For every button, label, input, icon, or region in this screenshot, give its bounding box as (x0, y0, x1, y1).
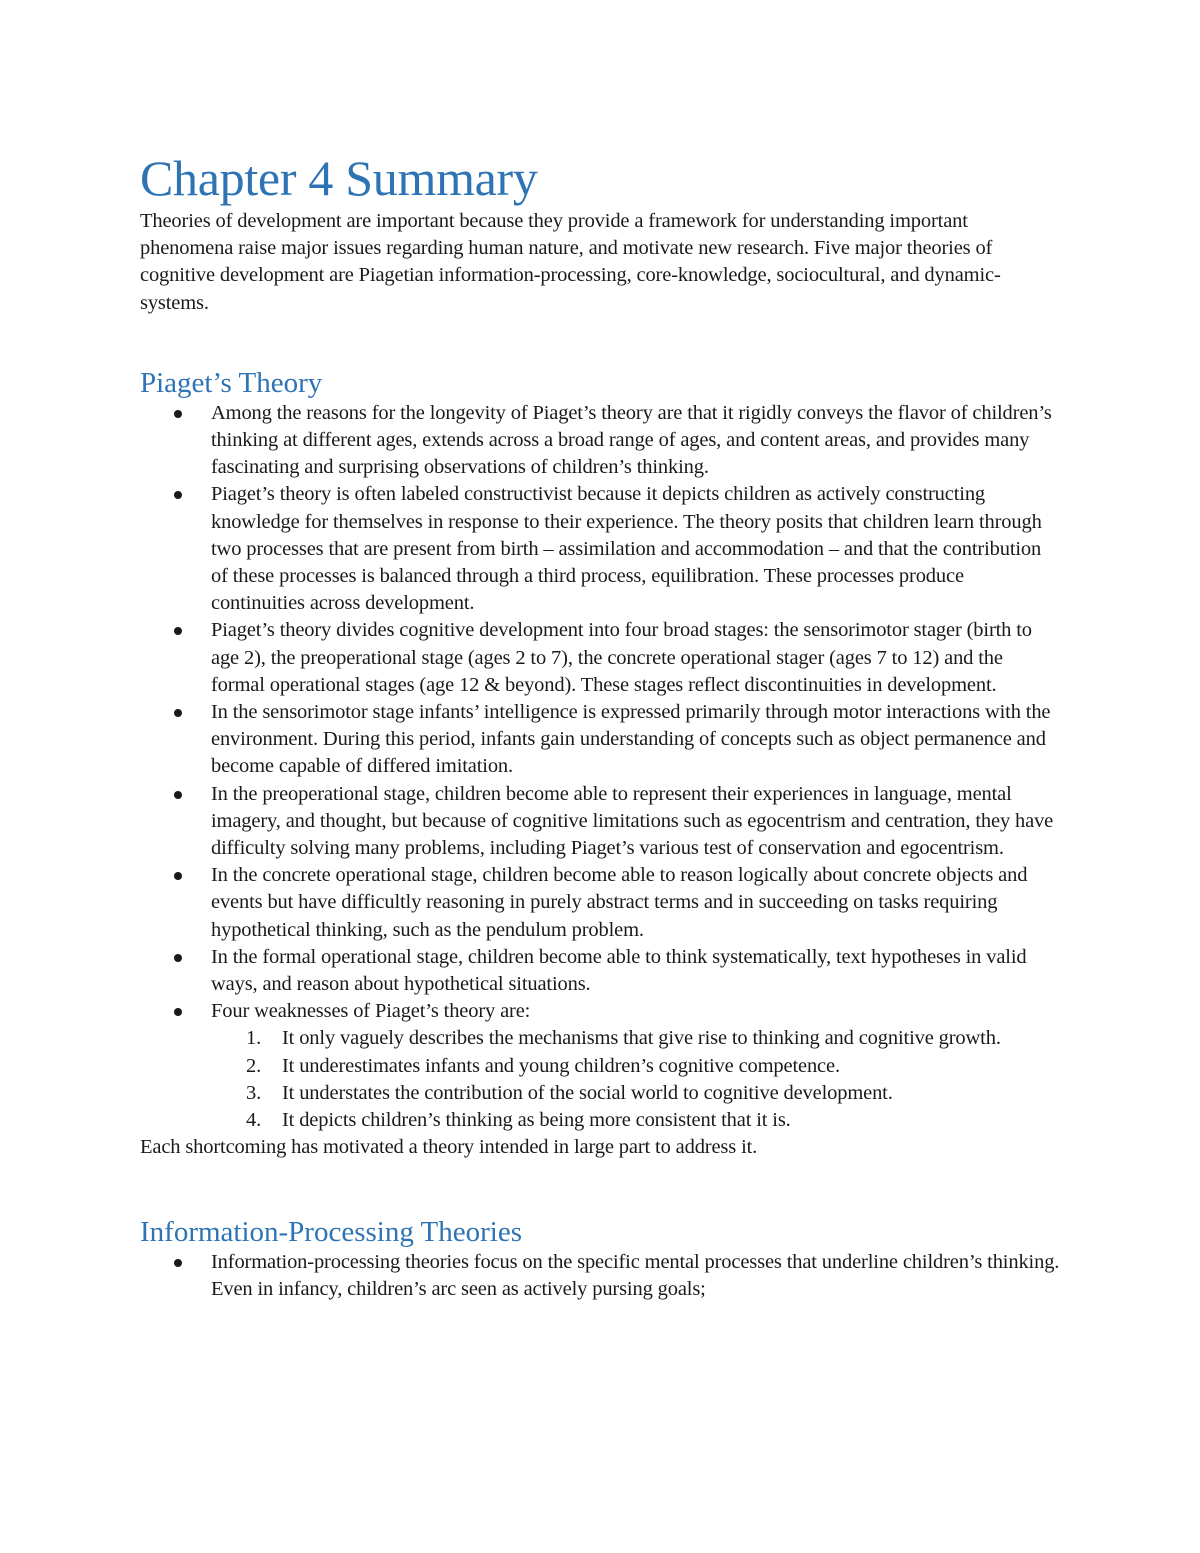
closing-paragraph: Each shortcoming has motivated a theory intended in large part to address it. (140, 1136, 758, 1159)
bullet-icon (174, 791, 182, 799)
bullet-icon (174, 954, 182, 962)
list-item (140, 781, 1060, 863)
item-number: 3. (246, 1081, 262, 1104)
list-item (140, 998, 1060, 1134)
numbered-item (211, 1080, 1060, 1107)
bullet-icon (174, 1008, 182, 1016)
document-page (140, 148, 1060, 1303)
list-item-text: Piaget’s theory is often labeled constructivist because it depicts children as actively constructing knowledge for themselves in response to their experience. The theory posits that children learn through two processes that are present from birth – assimilation and accommodation – and that the contribution of these processes is balanced through a third process, equilibration. These processes produce continuities across development. (211, 483, 1042, 615)
numbered-item-text: It only vaguely describes the mechanisms that give rise to thinking and cognitive growth. (282, 1027, 1001, 1050)
list-item-text: In the preoperational stage, children become able to represent their experiences in language, mental imagery, and thought, but because of cognitive limitations such as egocentrism and centration, they have difficulty solving many problems, including Piaget’s various test of conservation and egocentrism. (211, 782, 1054, 860)
bullet-icon (174, 1259, 182, 1267)
list-item-text: In the concrete operational stage, children become able to reason logically about concrete objects and events but have difficultly reasoning in purely abstract terms and in succeeding on tasks requiring hypothetical thinking, such as the pendulum problem. (211, 864, 1028, 941)
list-item (140, 617, 1060, 699)
numbered-item-text: It depicts children’s thinking as being more consistent that it is. (282, 1109, 791, 1132)
item-number: 2. (246, 1054, 262, 1077)
numbered-item (211, 1107, 1060, 1134)
list-item (140, 481, 1060, 617)
list-item-text: Among the reasons for the longevity of Piaget’s theory are that it rigidly conveys the flavor of children’s thinking at different ages, extends across a broad range of ages, and content areas, and provides many fascinating and surprising observations of children’s thinking. (211, 401, 1052, 479)
bullet-icon (174, 709, 182, 717)
list-item (140, 862, 1060, 944)
bullet-icon (174, 491, 182, 499)
weaknesses-numbered-list (211, 1025, 1060, 1134)
numbered-item-text: It underestimates infants and young children’s cognitive competence. (282, 1054, 840, 1077)
numbered-item (211, 1053, 1060, 1080)
bullet-icon (174, 627, 182, 635)
intro-paragraph: Theories of development are important because they provide a framework for understanding important phenomena raise major issues regarding human nature, and motivate new research. Five major theories of cognitive development are Piagetian information-processing, core-knowledge, sociocultural, and dynamic-systems. (140, 210, 1001, 314)
list-item-text: In the sensorimotor stage infants’ intelligence is expressed primarily through motor interactions with the environment. During this period, infants gain understanding of concepts such as object permanence and become capable of differed imitation. (211, 701, 1051, 778)
list-item-text: In the formal operational stage, children become able to think systematically, text hypotheses in valid ways, and reason about hypothetical situations. (211, 945, 1027, 996)
bullet-icon (174, 872, 182, 880)
list-item-text: Four weaknesses of Piaget’s theory are: (211, 1000, 531, 1023)
list-item (140, 1249, 1060, 1303)
list-item-text: Piaget’s theory divides cognitive development into four broad stages: the sensorimotor stager (birth to age 2), the preoperational stage (ages 2 to 7), the concrete operational stager (ages 7 to 12) and the formal operational stages (age 12 & beyond). These stages reflect discontinuities in development. (211, 619, 1032, 696)
list-item (140, 699, 1060, 781)
item-number: 4. (246, 1109, 262, 1132)
list-item (140, 400, 1060, 482)
list-item-text: Information-processing theories focus on the specific mental processes that underline children’s thinking. Even in infancy, children’s arc seen as actively pursing goals; (211, 1250, 1060, 1300)
bullet-icon (174, 410, 182, 418)
info-processing-bullet-list (140, 1249, 1060, 1303)
list-item (140, 944, 1060, 998)
section-heading-piaget: Piaget’s Theory (140, 366, 323, 399)
page-title: Chapter 4 Summary (140, 150, 538, 206)
piaget-bullet-list (140, 400, 1060, 1134)
numbered-item (211, 1025, 1060, 1052)
item-number: 1. (246, 1027, 262, 1050)
section-heading-information-processing: Information-Processing Theories (140, 1215, 523, 1248)
numbered-item-text: It understates the contribution of the social world to cognitive development. (282, 1081, 893, 1104)
